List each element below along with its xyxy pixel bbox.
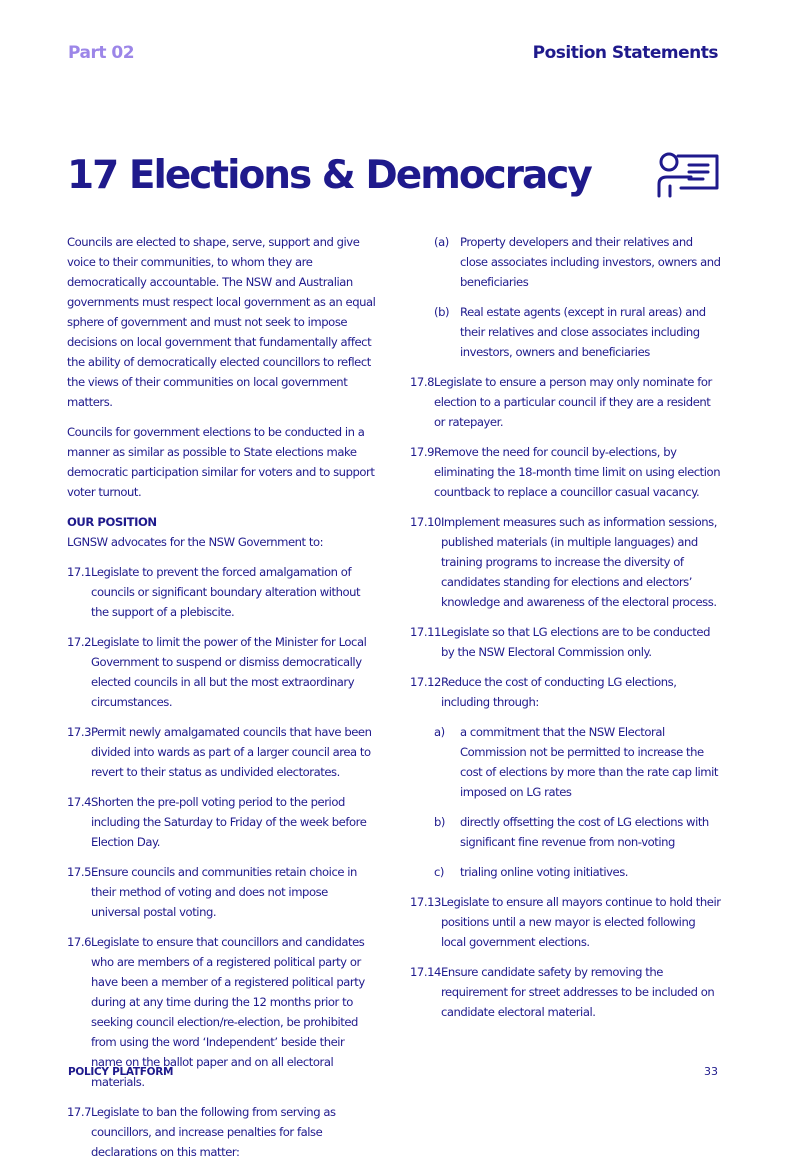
sub-item-text: Real estate agents (except in rural areas) and their relatives and close associates including investors, owners and beneficiaries [460,305,706,359]
position-item-17-5 [67,862,377,922]
right-column [410,232,722,1032]
position-item-17-3 [67,722,377,782]
sub-item-text: directly offsetting the cost of LG elections with significant fine revenue from non-voting [460,815,709,849]
item-text: Remove the need for council by-elections, by eliminating the 18-month time limit on using election countback to replace a councillor casual vacancy. [434,445,721,499]
item-text: Legislate to ensure a person may only nominate for election to a particular council if they are a resident or ratepayer. [434,375,712,429]
item-number: 17.9 [410,445,435,459]
item-number: 17.3 [67,725,92,739]
item-text: Shorten the pre-poll voting period to the period including the Saturday to Friday of the week before Election Day. [91,795,367,849]
position-item-17-1 [67,562,377,622]
position-item-17-14 [410,962,722,1022]
sub-item-17-12-b [434,812,722,852]
item-text: Reduce the cost of conducting LG elections, including through: [440,675,677,709]
sub-item-text: trialing online voting initiatives. [460,865,629,879]
sub-item-label: c) [434,865,444,879]
sub-item-label: b) [434,815,445,829]
position-item-17-8 [410,372,722,432]
sub-item-label: a) [434,725,445,739]
position-heading: OUR POSITION [67,515,157,529]
left-column [67,232,377,1172]
item-number: 17.12 [410,675,441,689]
sub-item-text: a commitment that the NSW Electoral Commission not be permitted to increase the cost of elections by more than the rate cap limit imposed on LG rates [460,725,718,799]
sub-item-text: Property developers and their relatives and close associates including investors, owners and beneficiaries [460,235,721,289]
position-item-17-12 [410,672,722,712]
sub-item-17-7-b [434,302,722,362]
part-label: Part 02 [68,43,135,63]
position-item-17-4 [67,792,377,852]
sub-item-label: (a) [434,235,449,249]
item-number: 17.8 [410,375,435,389]
item-text: Permit newly amalgamated councils that have been divided into wards as part of a larger council area to revert to their status as undivided electorates. [91,725,372,779]
item-text: Legislate to ban the following from serving as councillors, and increase penalties for false declarations on this matter: [91,1105,336,1159]
presenter-board-icon [656,150,720,204]
item-number: 17.5 [67,865,92,879]
item-text: Ensure candidate safety by removing the requirement for street addresses to be included on candidate electoral material. [440,965,715,1019]
page-title: 17 Elections & Democracy [67,153,591,198]
section-label: Position Statements [532,43,718,63]
page-number: 33 [704,1065,718,1078]
item-number: 17.14 [410,965,441,979]
intro-paragraph-1: Councils are elected to shape, serve, support and give voice to their communities, to whom they are democratically accountable. The NSW and Australian governments must respect local government as an equal sphere of government and must not seek to impose decisions on local government that fundamentally affect the ability of democratically elected councillors to reflect the views of their communities on local government matters. [67,235,376,409]
position-item-17-2 [67,632,377,712]
sub-item-label: (b) [434,305,450,319]
position-lead: LGNSW advocates for the NSW Government to: [67,535,324,549]
footer-label: POLICY PLATFORM [68,1066,174,1078]
item-number: 17.11 [410,625,441,639]
item-number: 17.4 [67,795,92,809]
item-text: Implement measures such as information sessions, published materials (in multiple languages) and training programs to increase the diversity of candidates standing for elections and electors’ knowledge and awareness of the electoral process. [440,515,717,609]
item-number: 17.1 [67,565,92,579]
item-text: Legislate to limit the power of the Minister for Local Government to suspend or dismiss democratically elected councils in all but the most extraordinary circumstances. [91,635,367,709]
item-number: 17.7 [67,1105,92,1119]
position-item-17-13 [410,892,722,952]
item-text: Legislate so that LG elections are to be conducted by the NSW Electoral Commission only. [440,625,710,659]
position-item-17-10 [410,512,722,612]
position-item-17-9 [410,442,722,502]
item-number: 17.10 [410,515,441,529]
item-text: Ensure councils and communities retain choice in their method of voting and does not impose universal postal voting. [91,865,357,919]
intro-paragraph-2: Councils for government elections to be conducted in a manner as similar as possible to State elections make democratic participation similar for voters and to support voter turnout. [67,425,375,499]
sub-item-17-7-a [434,232,722,292]
item-number: 17.2 [67,635,92,649]
item-text: Legislate to ensure that councillors and candidates who are members of a registered political party or have been a member of a registered political party during at any time during the 12 months prior to seeking council election/re-election, be prohibited from using the word ‘Independent’ beside their name on the ballot paper and on all electoral materials. [91,935,365,1089]
item-number: 17.13 [410,895,441,909]
position-item-17-11 [410,622,722,662]
item-text: Legislate to ensure all mayors continue to hold their positions until a new mayor is elected following local government elections. [440,895,721,949]
sub-item-17-12-c [434,862,722,882]
item-number: 17.6 [67,935,92,949]
sub-item-17-12-a [434,722,722,802]
position-item-17-7 [67,1102,377,1162]
item-text: Legislate to prevent the forced amalgamation of councils or significant boundary alteration without the support of a plebiscite. [91,565,361,619]
